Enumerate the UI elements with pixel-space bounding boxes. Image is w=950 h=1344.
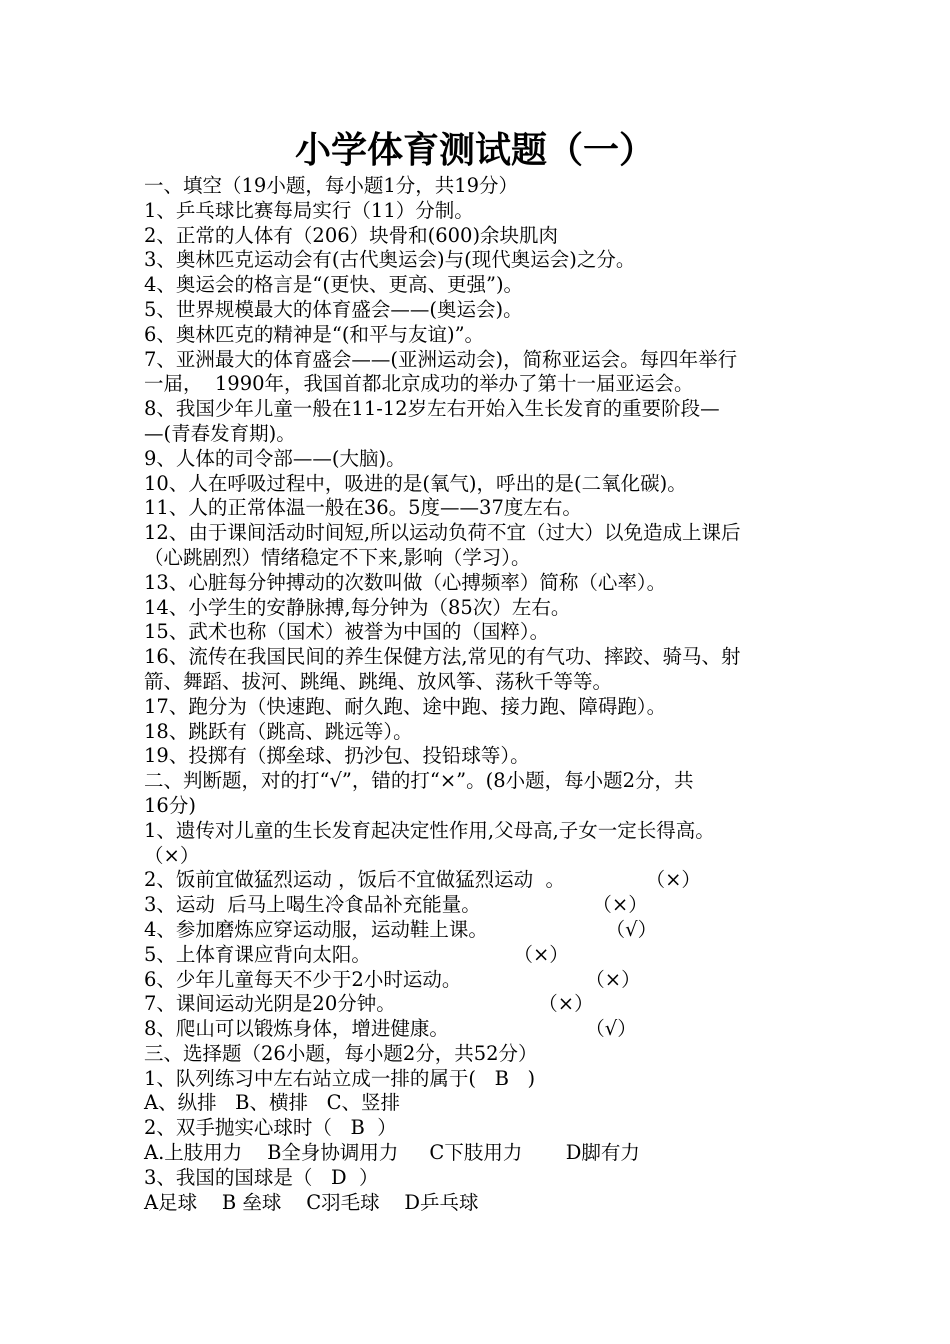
question-line: 18、跳跃有（跳高、跳远等）。	[144, 719, 413, 743]
question-line: 19、投掷有（掷垒球、扔沙包、投铅球等）。	[144, 744, 530, 768]
question-line: 5、世界规模最大的体育盛会——(奥运会)。	[144, 297, 523, 321]
question-line: 箭、舞蹈、拔河、跳绳、跳绳、放风筝、荡秋千等等。	[144, 669, 613, 693]
question-line: 5、上体育课应背向太阳。 （×）	[144, 942, 569, 966]
question-line: 9、人体的司令部——(大脑)。	[144, 446, 406, 470]
answer-options: A足球 B 垒球 C羽毛球 D乒乓球	[144, 1190, 479, 1214]
question-line: （×）	[144, 843, 200, 867]
question-line: 7、亚洲最大的体育盛会——(亚洲运动会)，简称亚运会。每四年举行	[144, 347, 738, 371]
question-line: 6、奥林匹克的精神是“(和平与友谊)”。	[144, 322, 485, 346]
question-line: 4、参加磨炼应穿运动服，运动鞋上课。 （√）	[144, 917, 658, 941]
question-line: 12、由于课间活动时间短,所以运动负荷不宜（过大）以免造成上课后	[144, 521, 741, 545]
section-heading-true-false: 二、判断题，对的打“√”，错的打“×”。(8小题，每小题2分，共	[144, 769, 694, 793]
question-line: 1、乒乓球比赛每局实行（11）分制。	[144, 198, 474, 222]
document-body	[144, 174, 824, 1215]
question-line: —(青春发育期)。	[144, 421, 296, 445]
question-line: 2、正常的人体有（206）块骨和(600)余块肌肉	[144, 223, 559, 247]
section-heading-multiple-choice: 三、选择题（26小题，每小题2分，共52分）	[144, 1041, 538, 1065]
question-line: 13、心脏每分钟搏动的次数叫做（心搏频率）简称（心率）。	[144, 570, 667, 594]
question-line: 10、人在呼吸过程中，吸进的是(氧气)，呼出的是(二氧化碳)。	[144, 471, 687, 495]
question-line: 15、武术也称（国术）被誉为中国的（国粹）。	[144, 620, 550, 644]
answer-options: A、纵排 B、横排 C、竖排	[144, 1091, 401, 1115]
answer-options: A.上肢用力 B全身协调用力 C下肢用力 D脚有力	[144, 1141, 640, 1165]
question-line: 7、课间运动光阴是20分钟。 （×）	[144, 992, 594, 1016]
section-heading-true-false: 16分)	[144, 793, 196, 817]
document-title: 小学体育测试题（一）	[294, 129, 655, 171]
question-line: 8、我国少年儿童一般在11-12岁左右开始入生长发育的重要阶段—	[144, 397, 720, 421]
question-line: 8、爬山可以锻炼身体，增进健康。 （√）	[144, 1017, 637, 1041]
question-line: 2、双手抛实心球时（ B ）	[144, 1116, 397, 1140]
question-line: 17、跑分为（快速跑、耐久跑、途中跑、接力跑、障碍跑）。	[144, 694, 667, 718]
question-line: （心跳剧烈）情绪稳定不下来,影响（学习）。	[144, 545, 531, 569]
question-line: 4、奥运会的格言是“(更快、更高、更强”)。	[144, 273, 524, 297]
question-line: 一届， 1990年，我国首都北京成功的举办了第十一届亚运会。	[144, 372, 694, 396]
question-line: 14、小学生的安静脉搏,每分钟为（85次）左右。	[144, 595, 571, 619]
question-line: 16、流传在我国民间的养生保健方法,常见的有气功、摔跤、骑马、射	[144, 645, 741, 669]
question-line: 11、人的正常体温一般在36。5度——37度左右。	[144, 496, 582, 520]
question-line: 3、奥林匹克运动会有(古代奥运会)与(现代奥运会)之分。	[144, 248, 636, 272]
question-line: 3、我国的国球是（ D ）	[144, 1165, 379, 1189]
question-line: 1、队列练习中左右站立成一排的属于( B )	[144, 1066, 536, 1090]
section-heading-fill-blank: 一、填空（19小题，每小题1分，共19分）	[144, 174, 519, 197]
question-line: 1、遗传对儿童的生长发育起决定性作用,父母高,子女一定长得高。	[144, 818, 715, 842]
question-line: 6、少年儿童每天不少于2小时运动。 （×）	[144, 967, 641, 991]
question-line: 3、运动 后马上喝生冷食品补充能量。 （×）	[144, 893, 648, 917]
question-line: 2、饭前宜做猛烈运动 ，饭后不宜做猛烈运动 。 （×）	[144, 868, 701, 892]
